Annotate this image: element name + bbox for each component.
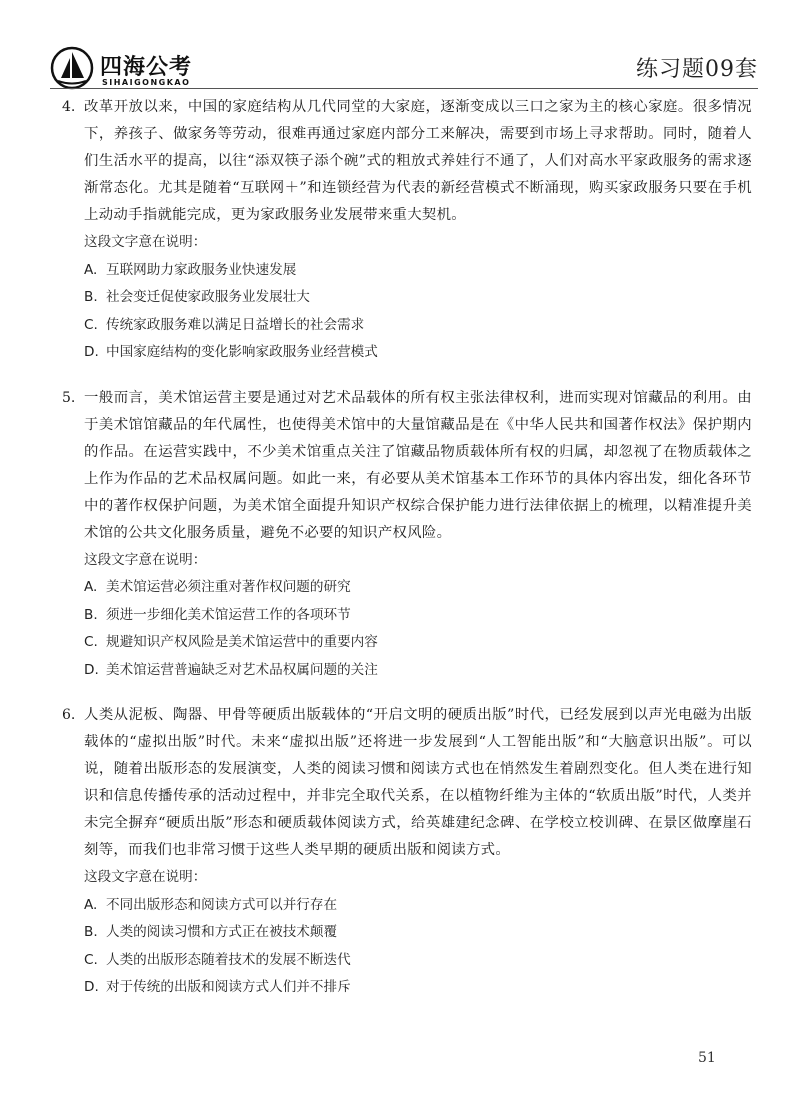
- option-d[interactable]: [84, 339, 752, 367]
- brand-name-cn: 四海公考: [100, 55, 193, 80]
- sailboat-logo-icon: [50, 46, 94, 90]
- exercise-set-label: 练习题09套: [636, 57, 758, 82]
- question-number: 6.: [62, 707, 76, 723]
- option-text: 美术馆运营必须注重对著作权问题的研究: [106, 579, 351, 595]
- header-divider: [50, 88, 758, 89]
- option-letter: A.: [84, 896, 98, 913]
- question-stem: 人类从泥板、陶器、甲骨等硬质出版载体的“开启文明的硬质出版”时代，已经发展到以声光电磁为出版载体的“虚拟出版”时代。未来“虚拟出版”还将进一步发展到“人工智能出版”和“大脑意识出版”。可以说，随着出版形态的发展演变，人类的阅读习惯和阅读方式也在悄然发生着剧烈变化。但人类在进行知识和信息传播传承的活动过程中，并非完全取代关系，在以植物纤维为主体的“软质出版”时代，人类并未完全摒弃“硬质出版”形态和硬质载体阅读方式，给英雄建纪念碑、在学校立校训碑、在景区做摩崖石刻等，而我们也非常习惯于这些人类早期的硬质出版和阅读方式。: [84, 707, 752, 858]
- option-letter: C.: [84, 634, 98, 650]
- option-text: 传统家政服务难以满足日益增长的社会需求: [106, 316, 365, 333]
- option-letter: A.: [84, 261, 98, 278]
- question-prompt: 这段文字意在说明：: [84, 869, 207, 885]
- option-b[interactable]: [84, 284, 752, 312]
- question-number: 4.: [62, 99, 76, 115]
- option-b[interactable]: [84, 602, 752, 630]
- question-5: [62, 385, 752, 685]
- option-letter: D.: [84, 979, 99, 995]
- question-prompt: 这段文字意在说明：: [84, 551, 207, 568]
- page-number: 51: [698, 1050, 716, 1066]
- option-a[interactable]: [84, 257, 752, 285]
- option-text: 规避知识产权风险是美术馆运营中的重要内容: [106, 634, 378, 650]
- option-text: 互联网助力家政服务业快速发展: [106, 261, 297, 278]
- option-text: 不同出版形态和阅读方式可以并行存在: [106, 896, 338, 913]
- option-d[interactable]: [84, 657, 752, 685]
- option-text: 美术馆运营普遍缺乏对艺术品权属问题的关注: [106, 661, 378, 678]
- option-c[interactable]: [84, 312, 752, 340]
- option-letter: B.: [84, 606, 98, 623]
- option-letter: B.: [84, 924, 98, 940]
- option-a[interactable]: [84, 574, 752, 602]
- question-6: [62, 702, 752, 1002]
- option-letter: A.: [84, 579, 98, 595]
- option-text: 中国家庭结构的变化影响家政服务业经营模式: [106, 344, 378, 360]
- question-number: 5.: [62, 389, 76, 406]
- option-letter: D.: [84, 344, 99, 360]
- option-c[interactable]: [84, 947, 752, 975]
- option-text: 人类的出版形态随着技术的发展不断迭代: [106, 951, 351, 968]
- option-letter: D.: [84, 661, 99, 678]
- question-prompt: 这段文字意在说明：: [84, 234, 207, 250]
- option-text: 对于传统的出版和阅读方式人们并不排斥: [106, 979, 351, 995]
- option-letter: B.: [84, 289, 98, 305]
- option-letter: C.: [84, 316, 98, 333]
- option-letter: C.: [84, 951, 98, 968]
- option-c[interactable]: [84, 629, 752, 657]
- brand-name-en: SIHAIGONGKAO: [102, 78, 191, 87]
- option-text: 人类的阅读习惯和方式正在被技术颠覆: [106, 924, 338, 940]
- option-text: 社会变迁促使家政服务业发展壮大: [106, 289, 310, 305]
- option-a[interactable]: [84, 892, 752, 920]
- question-stem: 一般而言，美术馆运营主要是通过对艺术品载体的所有权主张法律权利，进而实现对馆藏品的利用。由于美术馆馆藏品的年代属性，也使得美术馆中的大量馆藏品是在《中华人民共和国著作权法》保护期内的作品。在运营实践中，不少美术馆重点关注了馆藏品物质载体所有权的归属，却忽视了在物质载体之上作为作品的艺术品权属问题。如此一来，有必要从美术馆基本工作环节的具体内容出发，细化各环节中的著作权保护问题，为美术馆全面提升知识产权综合保护能力进行法律依据上的梳理，以精准提升美术馆的公共文化服务质量，避免不必要的知识产权风险。: [84, 389, 752, 541]
- question-4: [62, 94, 752, 367]
- option-text: 须进一步细化美术馆运营工作的各项环节: [106, 606, 351, 623]
- question-list: [62, 94, 752, 1020]
- option-b[interactable]: [84, 919, 752, 947]
- page-header: [0, 0, 800, 100]
- brand-logo: [50, 44, 200, 94]
- option-d[interactable]: [84, 974, 752, 1002]
- question-stem: 改革开放以来，中国的家庭结构从几代同堂的大家庭，逐渐变成以三口之家为主的核心家庭。很多情况下，养孩子、做家务等劳动，很难再通过家庭内部分工来解决，需要到市场上寻求帮助。同时，随着人们生活水平的提高，以往“添双筷子添个碗”式的粗放式养娃行不通了，人们对高水平家政服务的需求逐渐常态化。尤其是随着“互联网＋”和连锁经营为代表的新经营模式不断涌现，购买家政服务只要在手机上动动手指就能完成，更为家政服务业发展带来重大契机。: [84, 99, 752, 223]
